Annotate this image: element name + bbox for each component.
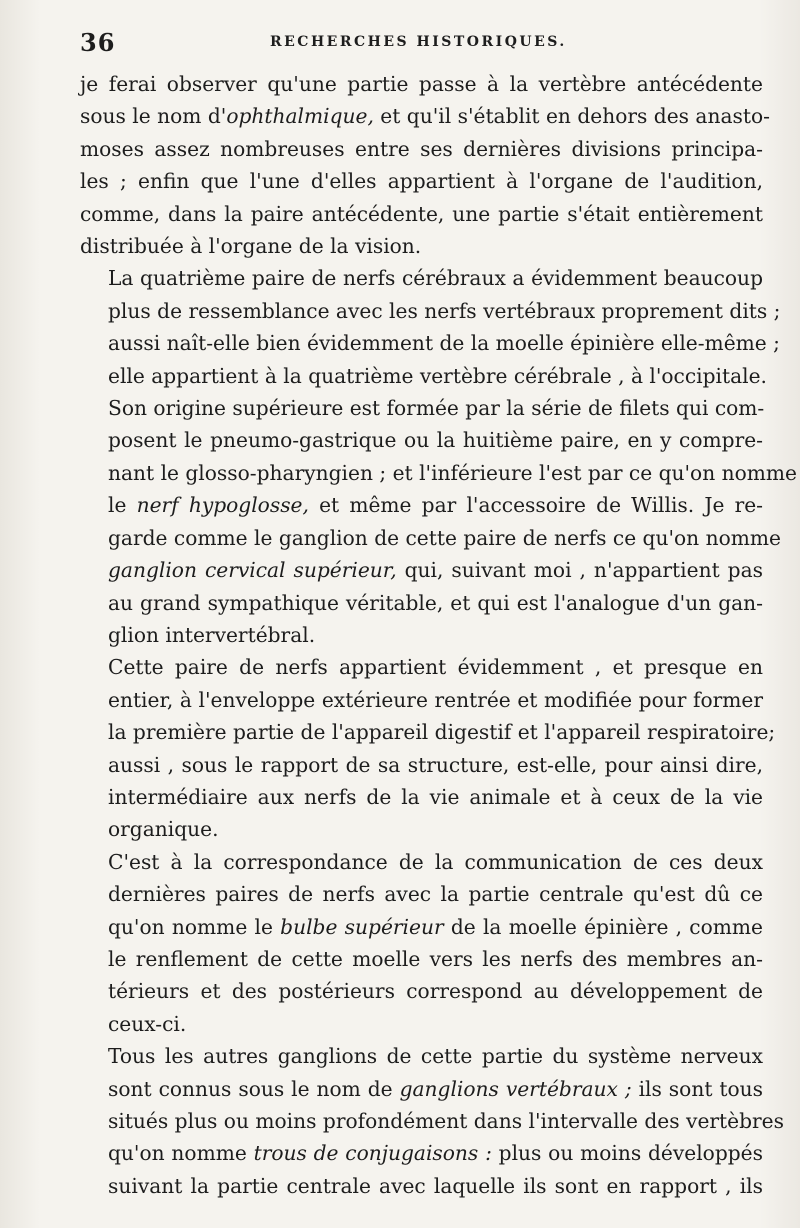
italic-term: trous de conjugaisons :	[253, 1141, 492, 1166]
text-line	[80, 133, 763, 165]
text-line	[80, 716, 776, 748]
text-line	[80, 295, 781, 327]
paragraph	[80, 68, 770, 262]
text-line	[80, 619, 763, 651]
text-line	[80, 749, 763, 781]
body-text	[80, 68, 797, 1202]
text-run: et qu'il s'établit en dehors des anasto-	[373, 104, 770, 129]
text-run: sous le nom d'	[80, 104, 227, 129]
text-run: sont connus sous le nom de	[108, 1076, 400, 1101]
text-line	[80, 1073, 763, 1105]
text-run: moses assez nombreuses entre ses dernières divisions principa-	[80, 136, 763, 161]
text-run: qu'on nomme	[108, 1141, 254, 1166]
text-line	[80, 522, 781, 554]
text-run: plus de ressemblance avec les nerfs vertébraux proprement dits ;	[108, 298, 781, 323]
text-run: entier, à l'enveloppe extérieure rentrée et modifiée pour former	[108, 687, 763, 712]
text-run: de la moelle épinière , comme	[443, 914, 764, 939]
text-run: elle appartient à la quatrième vertèbre cérébrale , à l'occipitale.	[108, 363, 767, 388]
text-run: qui, suivant moi , n'appartient pas	[396, 558, 763, 583]
running-head: RECHERCHES HISTORIQUES.	[270, 34, 567, 50]
page-header	[80, 28, 770, 62]
italic-term: ganglion cervical supérieur,	[108, 558, 397, 583]
text-line	[80, 327, 780, 359]
text-line	[80, 943, 763, 975]
text-run: et même par l'accessoire de Willis. Je re-	[308, 493, 763, 518]
text-line	[80, 360, 767, 392]
text-run: comme, dans la paire antécédente, une partie s'était entièrement	[80, 201, 763, 226]
text-line	[80, 587, 763, 619]
text-run: Son origine supérieure est formée par la série de filets qui com-	[108, 396, 765, 421]
text-run: le renflement de cette moelle vers les nerfs des membres an-	[108, 946, 763, 971]
text-run: La quatrième paire de nerfs cérébraux a évidemment beaucoup	[108, 266, 763, 291]
text-run: la première partie de l'appareil digestif et l'appareil respiratoire;	[108, 720, 776, 745]
text-line	[80, 911, 763, 943]
italic-term: nerf hypoglosse,	[136, 493, 309, 518]
text-run: dernières paires de nerfs avec la partie centrale qu'est dû ce	[108, 882, 763, 907]
text-run: organique.	[108, 817, 219, 842]
text-line	[80, 684, 763, 716]
text-run: aussi , sous le rapport de sa structure, est-elle, pour ainsi dire,	[108, 752, 763, 777]
text-run: qu'on nomme le	[108, 914, 281, 939]
page-number: 36	[80, 28, 116, 57]
text-run: je ferai observer qu'une partie passe à la vertèbre antécédente	[80, 72, 763, 96]
text-line	[80, 651, 763, 683]
text-run: C'est à la correspondance de la communication de ces deux	[108, 849, 763, 874]
text-run: intermédiaire aux nerfs de la vie animale et à ceux de la vie	[108, 784, 763, 809]
text-line	[80, 878, 763, 910]
text-run: Cette paire de nerfs appartient évidemment , et presque en	[108, 655, 763, 680]
paragraph	[80, 262, 797, 651]
text-line	[80, 1137, 763, 1169]
text-run: aussi naît-elle bien évidemment de la moelle épinière elle-même ;	[108, 331, 780, 356]
text-run: plus ou moins développés	[491, 1141, 763, 1166]
text-run: le	[108, 493, 137, 518]
text-run: suivant la partie centrale avec laquelle ils sont en rapport , ils	[108, 1173, 763, 1198]
text-line	[80, 230, 763, 262]
text-line	[80, 1040, 763, 1072]
paragraph	[80, 651, 776, 845]
text-line	[80, 100, 770, 132]
text-line	[80, 457, 797, 489]
italic-term: bulbe supérieur	[280, 914, 444, 939]
text-line	[80, 68, 763, 100]
text-line	[80, 1170, 763, 1202]
text-line	[80, 424, 763, 456]
text-run: Tous les autres ganglions de cette partie du système nerveux	[108, 1044, 763, 1069]
text-run: distribuée à l'organe de la vision.	[80, 234, 422, 259]
text-line	[80, 975, 763, 1007]
text-line	[80, 554, 763, 586]
italic-term: ophthalmique,	[226, 104, 374, 129]
text-line	[80, 392, 763, 424]
text-run: garde comme le ganglion de cette paire de nerfs ce qu'on nomme	[108, 525, 781, 550]
text-line	[80, 813, 763, 845]
text-line	[80, 781, 763, 813]
text-run: nant le glosso-pharyngien ; et l'inférieure l'est par ce qu'on nomme	[108, 460, 797, 485]
text-run: situés plus ou moins profondément dans l'intervalle des vertèbres	[108, 1109, 784, 1133]
text-run: ils sont tous	[631, 1076, 764, 1101]
text-run: au grand sympathique véritable, et qui est l'analogue d'un gan-	[108, 590, 763, 615]
text-run: ceux-ci.	[108, 1011, 187, 1036]
text-line	[80, 489, 763, 521]
text-line	[80, 1105, 784, 1137]
text-line	[80, 198, 763, 230]
text-run: térieurs et des postérieurs correspond au développement de	[108, 979, 763, 1004]
text-run: posent le pneumo-gastrique ou la huitième paire, en y compre-	[108, 428, 763, 453]
text-run: les ; enfin que l'une d'elles appartient à l'organe de l'audition,	[80, 169, 763, 194]
text-line	[80, 262, 763, 294]
text-line	[80, 165, 763, 197]
text-line	[80, 846, 763, 878]
text-line	[80, 1008, 763, 1040]
text-run: glion intervertébral.	[108, 622, 316, 647]
italic-term: ganglions vertébraux ;	[399, 1076, 632, 1101]
paragraph	[80, 1040, 784, 1202]
paragraph	[80, 846, 763, 1040]
